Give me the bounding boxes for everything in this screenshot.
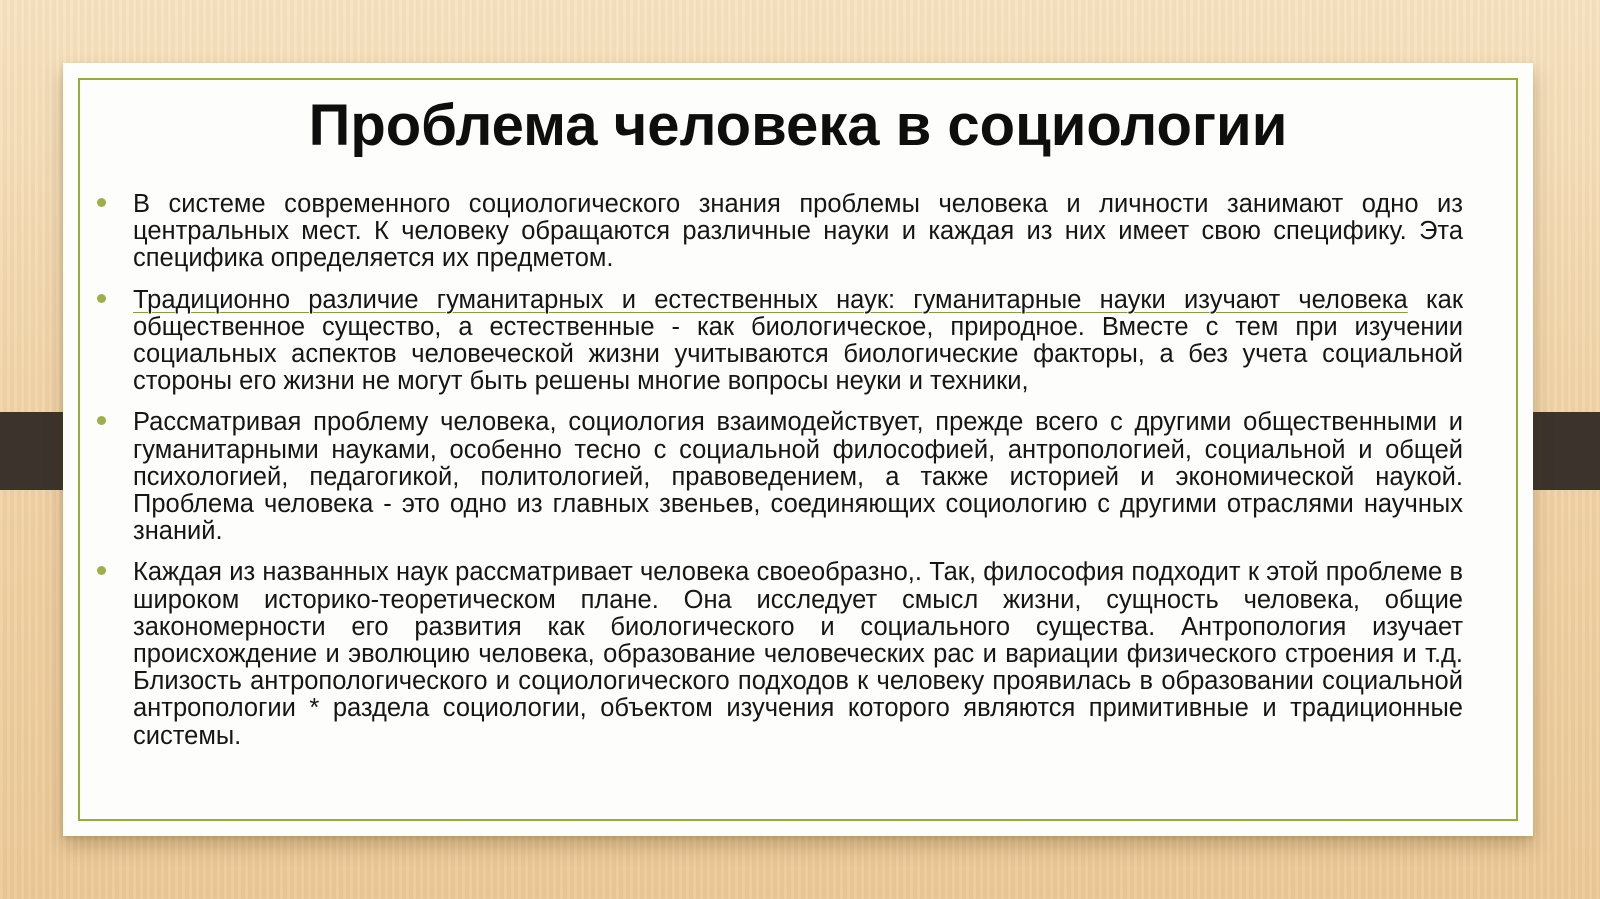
- bullet-item-4: [133, 559, 1463, 749]
- bullet-text: Рассматривая проблему человека, социология взаимодействует, прежде всего с другими общественными и гуманитарными науками, особенно тесно с социальной философией, антропологией, социальной и общей психологией, педагогикой, политологией, правоведением, а также историей и экономической наукой. Проблема человека - это одно из главных звеньев, соединяющих социологию с другими отраслями научных знаний.: [133, 408, 1463, 546]
- slide-card: [63, 63, 1533, 836]
- bullet-dot-icon: [97, 198, 106, 207]
- bullet-text: В системе современного социологического знания проблемы человека и личности занимают одно из центральных мест. К человеку обращаются различные науки и каждая из них имеет свою специфику. Эта специфика определяется их предметом.: [133, 190, 1463, 273]
- slide-title: Проблема человека в социологии: [308, 93, 1288, 158]
- bullet-list: [133, 191, 1463, 764]
- bullet-item-2: [133, 287, 1463, 396]
- bullet-item-3: [133, 409, 1463, 545]
- bullet-text: Каждая из названных наук рассматривает человека своеобразно,. Так, философия подходит к этой проблеме в широком историко-теоретическом плане. Она исследует смысл жизни, сущность человека, общие закономерности его развития как биологического и социального существа. Антропология изучает происхождение и эволюцию человека, образование человеческих рас и вариации физического строения и т.д. Близость антропологического и социологического подходов к человеку проявилась в образовании социальной антропологии * раздела социологии, объектом изучения которого являются примитивные и традиционные системы.: [133, 558, 1463, 750]
- bullet-text: [133, 287, 1463, 396]
- bullet-item-1: [133, 191, 1463, 273]
- bullet-dot-icon: [97, 294, 106, 303]
- bullet-text-rest: как общественное существо, а естественные - как биологическое, природное. Вместе с тем при изучении социальных аспектов человеческой жизни учитываются биологические факторы, а без учета социальной стороны его жизни не могут быть решены многие вопросы неуки и техники,: [133, 285, 1463, 396]
- underlined-phrase: Традиционно различие гуманитарных и естественных наук: гуманитарные науки изучают человека: [133, 285, 1408, 314]
